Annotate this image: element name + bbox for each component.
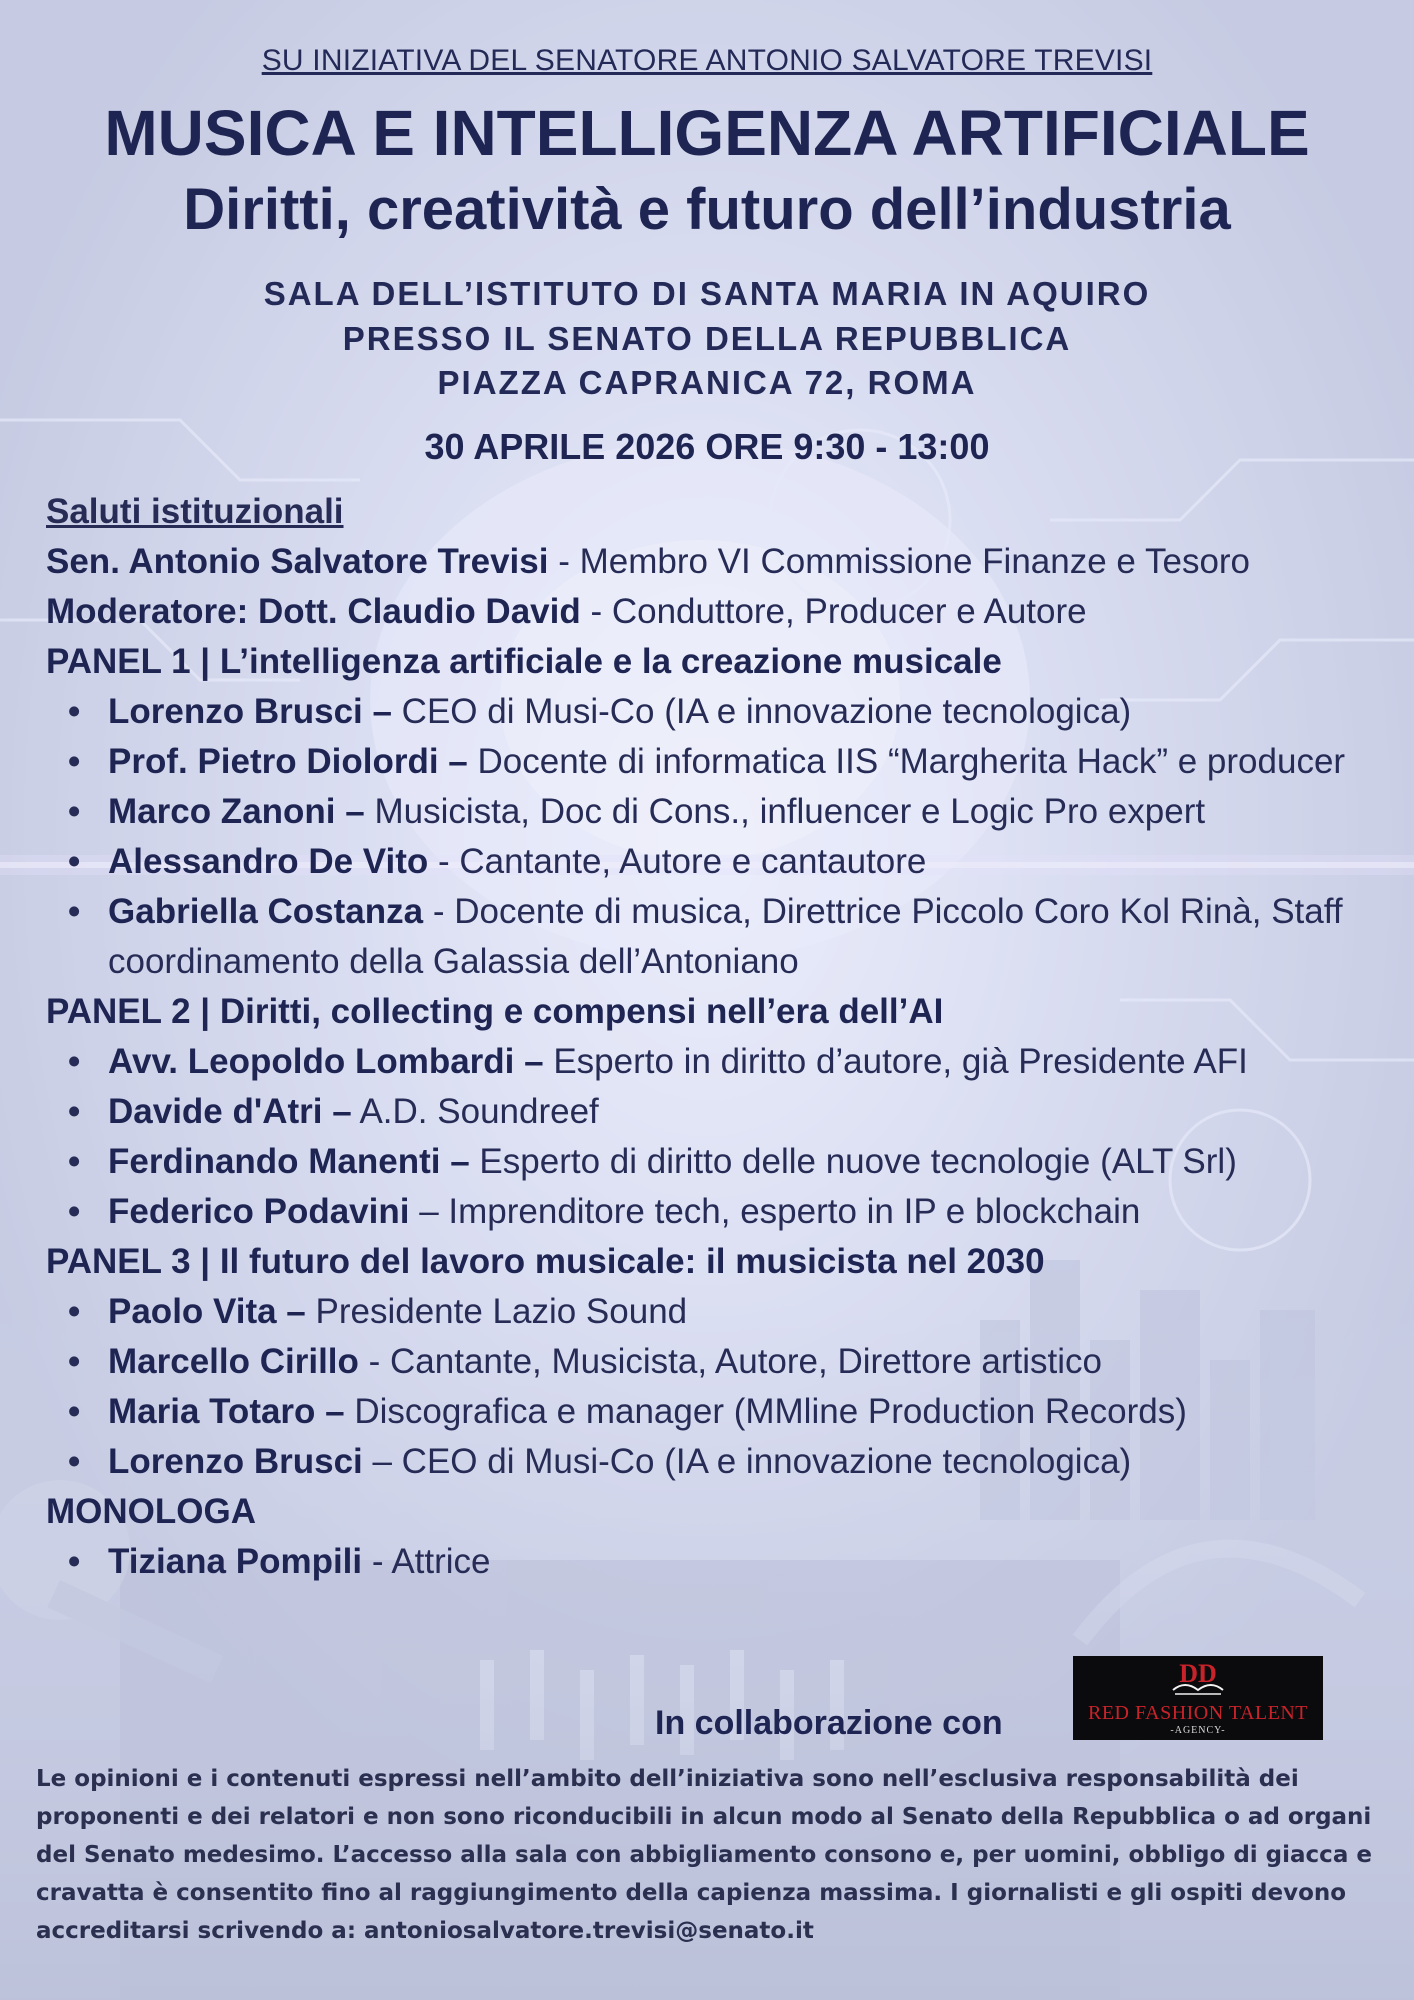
event-title: MUSICA E INTELLIGENZA ARTIFICIALE [104, 97, 1310, 169]
moderator [46, 587, 1386, 637]
logo-mark-icon [1163, 1658, 1233, 1698]
list-item [46, 737, 1408, 787]
bullet-icon: • [68, 792, 81, 831]
participant-name: Davide d'Atri – [108, 1092, 352, 1131]
bullet-icon: • [68, 1392, 81, 1431]
greetings-speaker [46, 537, 1386, 587]
event-subtitle: Diritti, creatività e futuro dell’industria [183, 177, 1231, 242]
list-item [46, 887, 1408, 987]
list-item [46, 687, 1408, 737]
participant-role: - Cantante, Autore e cantautore [428, 842, 927, 881]
list-item [46, 1437, 1408, 1487]
monologue-heading [46, 1487, 1386, 1537]
participant-name: Alessandro De Vito [108, 842, 429, 881]
bullet-icon: • [68, 1542, 81, 1581]
speaker-role: - Membro VI Commissione Finanze e Tesoro [548, 542, 1251, 581]
participant-role: Presidente Lazio Sound [305, 1292, 688, 1331]
participant-name: Paolo Vita – [108, 1292, 306, 1331]
list-item [46, 787, 1408, 837]
bullet-icon: • [68, 892, 81, 931]
participant-name: Lorenzo Brusci – [108, 692, 392, 731]
list-item [46, 1387, 1408, 1437]
list-item [46, 1037, 1408, 1087]
bullet-icon: • [68, 692, 81, 731]
bullet-icon: • [68, 1442, 81, 1481]
initiative-line: SU INIZIATIVA DEL SENATORE ANTONIO SALVATORE TREVISI [261, 44, 1153, 77]
panel-1-heading [46, 637, 1386, 687]
red-fashion-talent-logo [1073, 1656, 1323, 1740]
participant-name: Federico Podavini [108, 1192, 410, 1231]
bullet-icon: • [68, 1042, 81, 1081]
participant-role: Esperto in diritto d’autore, già Presidente AFI [543, 1042, 1248, 1081]
participant-role: - Attrice [362, 1542, 491, 1581]
participant-role: A.D. Soundreef [351, 1092, 599, 1131]
participant-role: - Cantante, Musicista, Autore, Direttore artistico [358, 1342, 1102, 1381]
greetings-heading: Saluti istituzionali [46, 492, 344, 531]
list-item [46, 837, 1408, 887]
panel-3-heading [46, 1237, 1386, 1287]
speaker-name: Sen. Antonio Salvatore Trevisi [46, 542, 549, 581]
disclaimer: Le opinioni e i contenuti espressi nell’ambito dell’iniziativa sono nell’esclusiva responsabilità dei proponenti e dei relatori e non sono riconducibili in alcun modo al Senato della Repubblica o ad organi del Senato medesimo. L’accesso alla sala con abbigliamento consono e, per uomini, obbligo di giacca e cravatta è consentito fino al raggiungimento della capienza massima. I giornalisti e gli ospiti devono accreditarsi scrivendo a: antoniosalvatore.trevisi@senato.it [36, 1766, 1372, 1944]
participant-name: Tiziana Pompili [108, 1542, 363, 1581]
bullet-icon: • [68, 1192, 81, 1231]
logo-mark: DD [1179, 1659, 1217, 1688]
participant-name: Avv. Leopoldo Lombardi – [108, 1042, 544, 1081]
venue-line-1: SALA DELL’ISTITUTO DI SANTA MARIA IN AQUIRO [263, 275, 1151, 312]
participant-name: Marco Zanoni – [108, 792, 365, 831]
participant-role: Esperto di diritto delle nuove tecnologie (ALT Srl) [469, 1142, 1237, 1181]
participant-role: - Docente di musica, Direttrice Piccolo Coro Kol Rinà, Staff coordinamento della Galassia dell’Antoniano [108, 892, 1343, 981]
bullet-icon: • [68, 742, 81, 781]
bullet-icon: • [68, 1092, 81, 1131]
participant-role: CEO di Musi-Co (IA e innovazione tecnologica) [391, 692, 1132, 731]
list-item [46, 1287, 1408, 1337]
collaboration-label: In collaborazione con [655, 1704, 1003, 1742]
participant-role: Docente di informatica IIS “Margherita Hack” e producer [467, 742, 1346, 781]
participant-role: Musicista, Doc di Cons., influencer e Logic Pro expert [364, 792, 1206, 831]
participant-role: – Imprenditore tech, esperto in IP e blockchain [409, 1192, 1141, 1231]
panel-2-title: PANEL 2 | Diritti, collecting e compensi nell’era dell’AI [46, 992, 944, 1031]
bullet-icon: • [68, 1142, 81, 1181]
participant-name: Lorenzo Brusci [108, 1442, 363, 1481]
logo-subtitle: -AGENCY- [1170, 1725, 1226, 1736]
panel-2-heading [46, 987, 1386, 1037]
monologue-title: MONOLOGA [46, 1492, 256, 1531]
venue-line-3: PIAZZA CAPRANICA 72, ROMA [437, 364, 977, 401]
moderator-name: Moderatore: Dott. Claudio David [46, 592, 581, 631]
participant-name: Maria Totaro – [108, 1392, 345, 1431]
list-item [46, 1137, 1408, 1187]
bullet-icon: • [68, 1342, 81, 1381]
moderator-role: - Conduttore, Producer e Autore [580, 592, 1087, 631]
participant-name: Gabriella Costanza [108, 892, 424, 931]
venue-line-2: PRESSO IL SENATO DELLA REPUBBLICA [342, 320, 1072, 357]
list-item [46, 1537, 1408, 1587]
bullet-icon: • [68, 842, 81, 881]
panel-1-title: PANEL 1 | L’intelligenza artificiale e la creazione musicale [46, 642, 1002, 681]
participant-name: Prof. Pietro Diolordi – [108, 742, 468, 781]
participant-role: – CEO di Musi-Co (IA e innovazione tecnologica) [362, 1442, 1132, 1481]
event-date: 30 APRILE 2026 ORE 9:30 - 13:00 [424, 426, 990, 467]
logo-name: RED FASHION TALENT [1088, 1702, 1308, 1724]
program [46, 487, 1386, 1587]
participant-role: Discografica e manager (MMline Production Records) [344, 1392, 1187, 1431]
list-item [46, 1337, 1408, 1387]
bullet-icon: • [68, 1292, 81, 1331]
participant-name: Marcello Cirillo [108, 1342, 359, 1381]
list-item [46, 1087, 1408, 1137]
panel-3-title: PANEL 3 | Il futuro del lavoro musicale: il musicista nel 2030 [46, 1242, 1045, 1281]
list-item [46, 1187, 1408, 1237]
participant-name: Ferdinando Manenti – [108, 1142, 470, 1181]
